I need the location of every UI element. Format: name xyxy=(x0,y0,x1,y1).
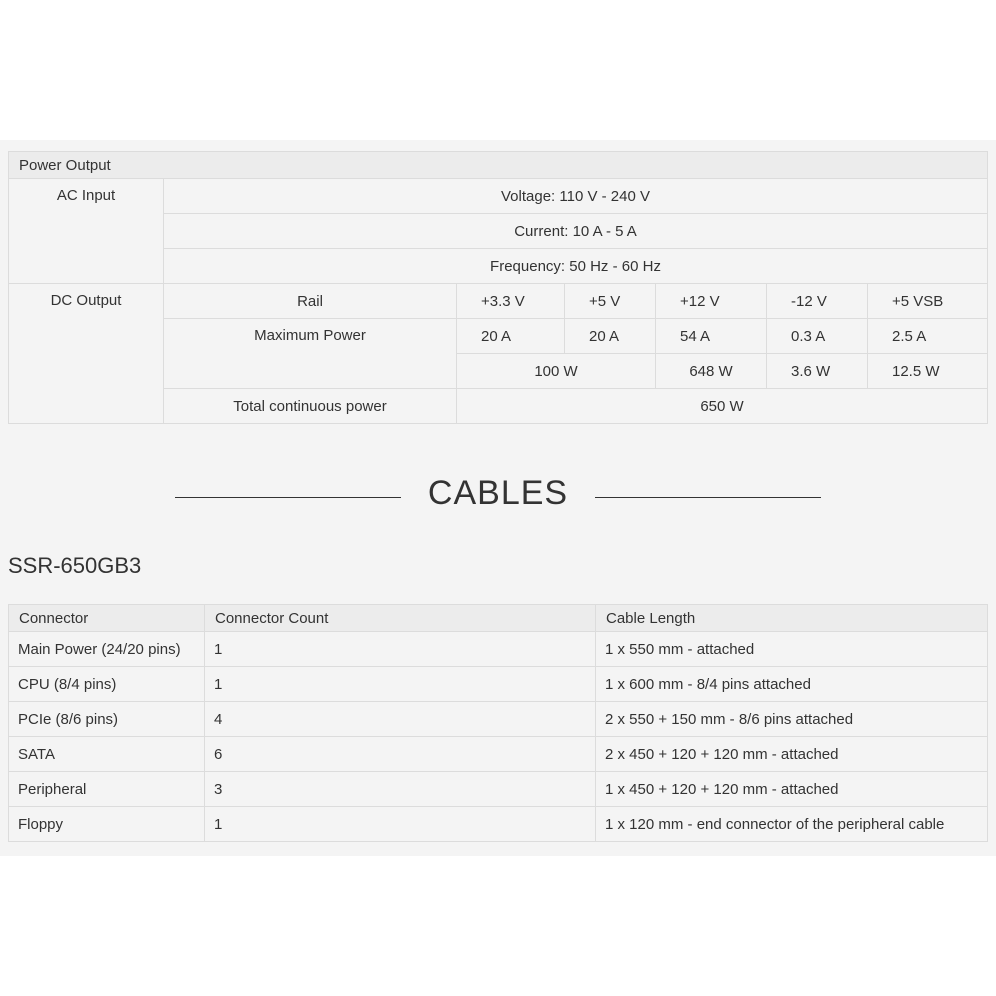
total-power-value: 650 W xyxy=(457,389,988,424)
dc-output-label: DC Output xyxy=(9,284,164,424)
table-row xyxy=(9,737,988,772)
ac-frequency: Frequency: 50 Hz - 60 Hz xyxy=(164,249,988,284)
ac-voltage: Voltage: 110 V - 240 V xyxy=(164,179,988,214)
max-current-value: 20 A xyxy=(565,319,656,354)
rail-value: +12 V xyxy=(656,284,767,319)
ac-current: Current: 10 A - 5 A xyxy=(164,214,988,249)
column-header: Connector Count xyxy=(205,605,596,632)
table-row xyxy=(9,632,988,667)
ac-input-label: AC Input xyxy=(9,179,164,284)
connector-cell: Peripheral xyxy=(9,772,205,807)
column-header: Connector xyxy=(9,605,205,632)
max-power-label: Maximum Power xyxy=(164,319,457,389)
count-cell: 3 xyxy=(205,772,596,807)
power-output-table xyxy=(8,151,988,424)
length-cell: 1 x 600 mm - 8/4 pins attached xyxy=(596,667,988,702)
count-cell: 1 xyxy=(205,632,596,667)
connector-cell: PCIe (8/6 pins) xyxy=(9,702,205,737)
max-current-value: 0.3 A xyxy=(767,319,868,354)
heading-divider-right xyxy=(595,497,821,498)
spec-panel xyxy=(0,140,996,856)
rail-value: +5 V xyxy=(565,284,656,319)
rail-value: -12 V xyxy=(767,284,868,319)
dc-rail-row xyxy=(9,284,988,319)
count-cell: 1 xyxy=(205,807,596,842)
rail-value: +5 VSB xyxy=(868,284,988,319)
length-cell: 1 x 120 mm - end connector of the peripheral cable xyxy=(596,807,988,842)
length-cell: 1 x 550 mm - attached xyxy=(596,632,988,667)
cables-heading-text: CABLES xyxy=(427,474,569,512)
table-row xyxy=(9,807,988,842)
watts-12v: 648 W xyxy=(656,354,767,389)
watts-5vsb: 12.5 W xyxy=(868,354,988,389)
connector-cell: Main Power (24/20 pins) xyxy=(9,632,205,667)
column-header: Cable Length xyxy=(596,605,988,632)
count-cell: 4 xyxy=(205,702,596,737)
cables-section-heading xyxy=(0,474,996,518)
cable-table xyxy=(8,604,988,842)
total-power-label: Total continuous power xyxy=(164,389,457,424)
connector-cell: CPU (8/4 pins) xyxy=(9,667,205,702)
max-current-value: 54 A xyxy=(656,319,767,354)
max-current-value: 2.5 A xyxy=(868,319,988,354)
watts-3v3-5v: 100 W xyxy=(457,354,656,389)
power-output-header-row xyxy=(9,152,988,179)
table-row xyxy=(9,772,988,807)
watts-neg12v: 3.6 W xyxy=(767,354,868,389)
length-cell: 2 x 550 + 150 mm - 8/6 pins attached xyxy=(596,702,988,737)
rail-label: Rail xyxy=(164,284,457,319)
connector-cell: Floppy xyxy=(9,807,205,842)
table-row xyxy=(9,667,988,702)
length-cell: 1 x 450 + 120 + 120 mm - attached xyxy=(596,772,988,807)
power-output-title: Power Output xyxy=(9,152,988,179)
cable-table-header xyxy=(9,605,988,632)
model-name: SSR-650GB3 xyxy=(8,553,142,578)
connector-cell: SATA xyxy=(9,737,205,772)
max-current-value: 20 A xyxy=(457,319,565,354)
length-cell: 2 x 450 + 120 + 120 mm - attached xyxy=(596,737,988,772)
ac-voltage-row xyxy=(9,179,988,214)
table-row xyxy=(9,702,988,737)
count-cell: 1 xyxy=(205,667,596,702)
count-cell: 6 xyxy=(205,737,596,772)
rail-value: +3.3 V xyxy=(457,284,565,319)
